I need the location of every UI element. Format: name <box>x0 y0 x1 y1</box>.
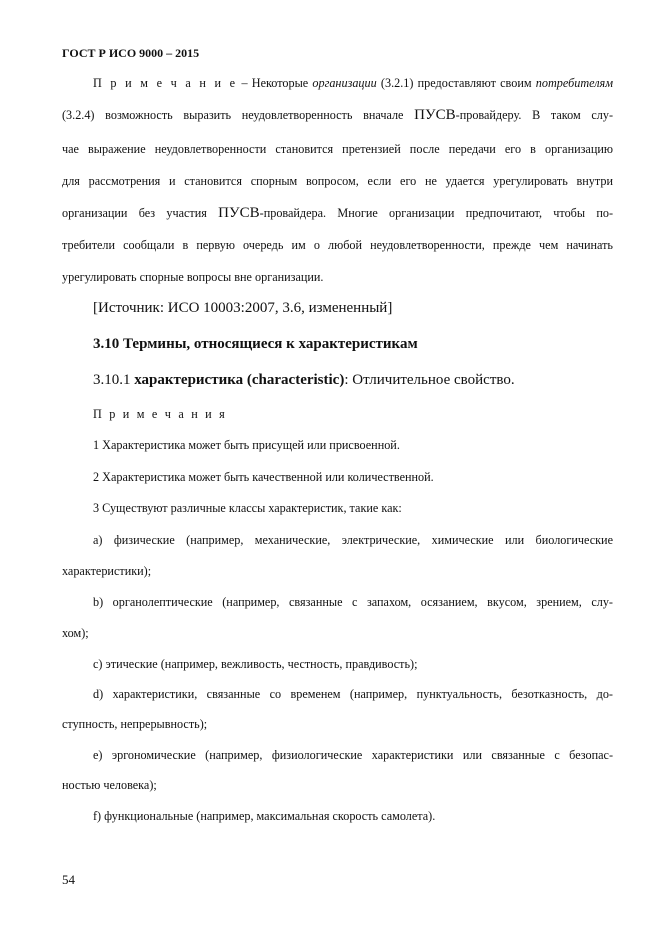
list-item-d: d) характеристики, связанные со временем (например, пунктуальность, безотказность, до- <box>93 687 613 701</box>
list-item-a: a) физические (например, механические, электрические, химические или биологические <box>93 533 613 547</box>
note-line-4: для рассмотрения и становится спорным вопросом, если его не удается урегулировать внутри <box>62 174 613 188</box>
note-line-5: организации без участия ПУСВ-провайдера. Многие организации предпочитают, чтобы по- <box>62 205 613 221</box>
list-item-a-cont: характеристики); <box>62 564 152 578</box>
list-item-e-cont: ностью человека); <box>62 778 157 792</box>
document-header: ГОСТ Р ИСО 9000 – 2015 <box>62 46 200 60</box>
term-number: 3.10.1 <box>93 372 131 388</box>
term-definition <box>93 372 515 389</box>
page-number: 54 <box>62 872 75 887</box>
note-item-2: 2 Характеристика может быть качественной или количественной. <box>93 470 434 484</box>
list-item-b: b) органолептические (например, связанные с запахом, осязанием, вкусом, зрением, слу- <box>93 595 613 609</box>
note-label: П р и м е ч а н и е <box>93 76 238 90</box>
term-reference: организации <box>312 76 377 90</box>
acronym: ПУСВ <box>414 107 456 123</box>
term-reference: потребителям <box>535 76 613 90</box>
note-line-2: (3.2.4) возможность выразить неудовлетворенность вначале ПУСВ-провайдеру. В таком слу- <box>62 107 613 123</box>
source-citation: [Источник: ИСО 10003:2007, 3.6, измененный] <box>93 300 393 316</box>
list-item-d-cont: ступность, непрерывность); <box>62 717 208 731</box>
list-item-e: e) эргономические (например, физиологические характеристики или связанные с безопас- <box>93 748 613 762</box>
list-item-f: f) функциональные (например, максимальная скорость самолета). <box>93 809 436 823</box>
term-name: характеристика (characteristic) <box>134 372 345 388</box>
note-line-3: чае выражение неудовлетворенности становится претензией после передачи его в организацию <box>62 142 613 156</box>
note-line-1: П р и м е ч а н и е – Некоторые организации (3.2.1) предоставляют своим потребителям <box>93 76 613 90</box>
note-line-7: урегулировать спорные вопросы вне организации. <box>62 270 324 284</box>
list-item-b-cont: хом); <box>62 626 89 640</box>
note-item-1: 1 Характеристика может быть присущей или присвоенной. <box>93 438 400 452</box>
term-text: : Отличительное свойство. <box>344 372 515 388</box>
acronym: ПУСВ <box>218 205 260 221</box>
notes-label: П р и м е ч а н и я <box>93 407 227 421</box>
note-item-3: 3 Существуют различные классы характеристик, такие как: <box>93 501 402 515</box>
note-line-6: требители сообщали в первую очередь им о любой неудовлетворенности, прежде чем начинать <box>62 238 613 252</box>
section-heading: 3.10 Термины, относящиеся к характеристикам <box>93 336 418 352</box>
list-item-c: c) этические (например, вежливость, честность, правдивость); <box>93 657 418 671</box>
